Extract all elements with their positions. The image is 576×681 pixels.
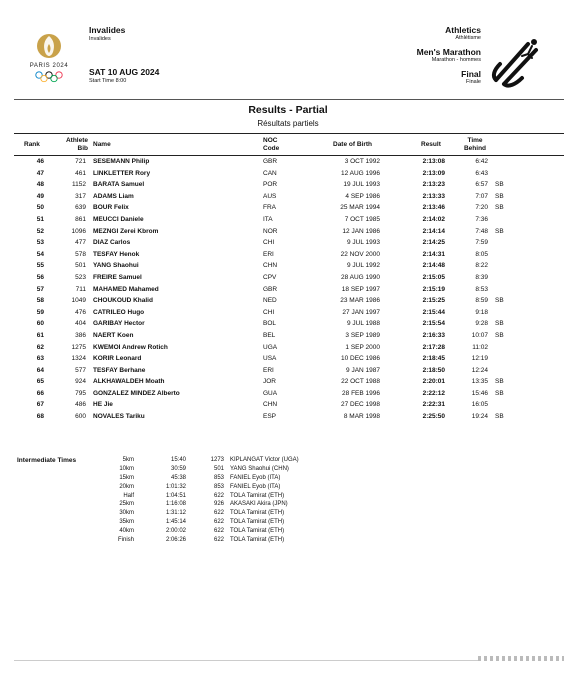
table-row: [0, 192, 576, 204]
intermediate-row: [0, 484, 576, 493]
dob-cell: 9 JUL 1993: [346, 239, 380, 247]
noc-cell: GUA: [263, 389, 278, 397]
venue-name-fr: Invalides: [89, 36, 111, 42]
split-time: 15:40: [170, 457, 186, 463]
noc-cell: BOL: [263, 320, 277, 328]
bib-cell: 476: [75, 308, 86, 316]
noc-cell: USA: [263, 355, 277, 363]
noc-cell: GBR: [263, 158, 278, 165]
result-cell: 2:18:45: [422, 355, 445, 363]
split-time: 1:01:32: [165, 483, 186, 490]
time-behind-cell: 6:43: [475, 169, 488, 177]
noc-cell: BEL: [263, 331, 276, 339]
result-cell: 2:15:44: [422, 308, 445, 316]
result-cell: 2:14:31: [422, 250, 445, 258]
noc-cell: CHN: [263, 262, 278, 270]
leader-bib: 1273: [210, 457, 224, 463]
table-row: [0, 215, 576, 227]
rank-cell: 63: [36, 355, 44, 363]
split-time: 1:04:51: [165, 492, 186, 499]
col-header-tb-line2: Behind: [463, 144, 487, 152]
split-label: 5km: [122, 457, 134, 463]
col-header-dob: Date of Birth: [333, 141, 372, 148]
leader-bib: 622: [213, 492, 224, 499]
bib-cell: 711: [75, 285, 86, 293]
time-behind-cell: 8:05: [475, 250, 488, 258]
leader-name: KIPLANGAT Victor (UGA): [230, 457, 299, 463]
dob-cell: 22 OCT 1988: [341, 378, 380, 386]
time-behind-cell: 9:28: [475, 320, 488, 328]
time-behind-cell: 7:20: [475, 204, 488, 212]
event-name: Men's Marathon: [416, 47, 481, 57]
leader-bib: 853: [213, 474, 224, 481]
table-row: [0, 285, 576, 297]
split-time: 1:45:14: [165, 519, 186, 526]
time-behind-cell: 8:59: [475, 297, 488, 305]
time-behind-cell: 19:24: [471, 413, 488, 421]
noc-cell: UGA: [263, 343, 278, 351]
result-cell: 2:13:46: [422, 204, 445, 212]
time-behind-cell: 7:59: [475, 239, 488, 247]
bib-cell: 1096: [71, 227, 86, 235]
time-behind-cell: 12:19: [471, 355, 488, 363]
col-header-bib-line2: Bib: [77, 144, 88, 152]
result-cell: 2:13:23: [422, 181, 445, 189]
intermediate-times-title: Intermediate Times: [17, 457, 77, 464]
table-row: [0, 343, 576, 355]
sport-block: [445, 25, 481, 41]
leader-bib: 853: [213, 483, 224, 490]
athletics-pictogram-icon: [488, 34, 544, 90]
rank-cell: 59: [36, 308, 44, 316]
split-label: 30km: [119, 510, 134, 517]
dob-cell: 22 NOV 2000: [340, 250, 380, 258]
rank-cell: 56: [36, 273, 44, 281]
rank-cell: 65: [36, 378, 44, 386]
split-label: 40km: [119, 528, 134, 535]
results-table-body: [0, 157, 576, 424]
split-label: 10km: [119, 465, 134, 472]
split-time: 1:16:08: [165, 501, 186, 508]
athlete-name-cell: SESEMANN Philip: [93, 158, 150, 165]
leader-bib: 622: [213, 510, 224, 517]
sport-name-fr: Athlétisme: [455, 35, 481, 41]
noc-cell: ITA: [263, 215, 273, 223]
table-row: [0, 203, 576, 215]
table-row: [0, 389, 576, 401]
leader-name: FANIEL Eyob (ITA): [230, 474, 281, 481]
record-cell: SB: [495, 227, 504, 235]
record-cell: SB: [495, 413, 504, 421]
dob-cell: 27 DEC 1998: [340, 401, 380, 409]
col-header-result: Result: [421, 141, 441, 148]
result-cell: 2:17:28: [422, 343, 445, 351]
athlete-name-cell: CHOUKOUD Khalid: [93, 297, 153, 305]
rank-cell: 52: [36, 227, 44, 235]
rank-cell: 47: [36, 169, 44, 177]
dob-cell: 27 JAN 1997: [342, 308, 380, 316]
time-behind-cell: 8:39: [475, 273, 488, 281]
rank-cell: 57: [36, 285, 44, 293]
sport-name: Athletics: [445, 25, 481, 35]
rank-cell: 55: [36, 262, 44, 270]
result-cell: 2:15:25: [422, 297, 445, 305]
intermediate-times-list: [0, 457, 576, 546]
leader-bib: 622: [213, 537, 224, 544]
bib-cell: 577: [75, 366, 86, 374]
start-time: Start Time 8:00: [89, 78, 127, 84]
athlete-name-cell: MEUCCI Daniele: [93, 215, 144, 223]
event-date: SAT 10 AUG 2024: [89, 67, 160, 77]
leader-name: TOLA Tamirat (ETH): [230, 519, 285, 526]
table-row: [0, 319, 576, 331]
athlete-name-cell: GONZALEZ MINDEZ Alberto: [93, 389, 180, 397]
time-behind-cell: 9:18: [475, 308, 488, 316]
dob-cell: 3 SEP 1989: [345, 331, 380, 339]
results-title-block: [0, 104, 576, 128]
bib-cell: 501: [75, 262, 86, 270]
bib-cell: 861: [75, 215, 86, 223]
leader-bib: 622: [213, 519, 224, 526]
split-label: Half: [123, 492, 134, 499]
rank-cell: 51: [36, 215, 44, 223]
rank-cell: 66: [36, 389, 44, 397]
time-behind-cell: 16:05: [471, 401, 488, 409]
bib-cell: 600: [75, 413, 86, 421]
col-header-bib-line1: Athlete: [65, 137, 88, 144]
result-cell: 2:13:09: [422, 169, 445, 177]
table-row: [0, 400, 576, 412]
intermediate-row: [0, 510, 576, 519]
rank-cell: 46: [36, 158, 44, 165]
table-header-bottom-rule: [14, 155, 564, 156]
result-cell: 2:25:50: [422, 413, 445, 421]
bib-cell: 523: [75, 273, 86, 281]
time-behind-cell: 8:22: [475, 262, 488, 270]
noc-cell: NED: [263, 297, 277, 305]
table-row: [0, 157, 576, 169]
time-behind-cell: 15:46: [471, 389, 488, 397]
table-row: [0, 354, 576, 366]
athlete-name-cell: FREIRE Samuel: [93, 273, 142, 281]
noc-cell: ESP: [263, 413, 277, 421]
intermediate-row: [0, 501, 576, 510]
record-cell: SB: [495, 204, 504, 212]
noc-cell: CPV: [263, 273, 277, 281]
leader-bib: 501: [213, 465, 224, 472]
time-behind-cell: 7:07: [475, 192, 488, 200]
bib-cell: 795: [75, 389, 86, 397]
athlete-name-cell: YANG Shaohui: [93, 262, 139, 270]
dob-cell: 8 MAR 1998: [343, 413, 380, 421]
results-subtitle: Résultats partiels: [257, 119, 319, 128]
dob-cell: 10 DEC 1986: [340, 355, 380, 363]
col-header-noc: [263, 137, 279, 152]
result-cell: 2:15:05: [422, 273, 445, 281]
athlete-name-cell: CATRILEO Hugo: [93, 308, 145, 316]
result-cell: 2:13:33: [422, 192, 445, 200]
rank-cell: 68: [36, 413, 44, 421]
noc-cell: ERI: [263, 366, 274, 374]
athlete-name-cell: ALKHAWALDEH Moath: [93, 378, 165, 386]
phase-name: Final: [461, 69, 481, 79]
venue-name: Invalides: [89, 25, 126, 35]
intermediate-row: [0, 466, 576, 475]
bib-cell: 721: [75, 158, 86, 165]
record-cell: SB: [495, 331, 504, 339]
record-cell: SB: [495, 181, 504, 189]
venue-block: [89, 25, 125, 42]
result-cell: 2:14:48: [422, 262, 445, 270]
athlete-name-cell: ADAMS Liam: [93, 192, 134, 200]
dob-cell: 25 MAR 1994: [340, 204, 380, 212]
table-row: [0, 169, 576, 181]
result-cell: 2:18:50: [422, 366, 445, 374]
dob-cell: 28 FEB 1996: [342, 389, 380, 397]
noc-cell: JOR: [263, 378, 276, 386]
col-header-time-behind: [460, 137, 490, 152]
result-cell: 2:15:54: [422, 320, 445, 328]
record-cell: SB: [495, 378, 504, 386]
rank-cell: 53: [36, 239, 44, 247]
table-row: [0, 377, 576, 389]
bib-cell: 1152: [72, 181, 86, 189]
athlete-name-cell: MEZNGI Zerei Kbrom: [93, 227, 159, 235]
bib-cell: 639: [75, 204, 86, 212]
phase-block: [461, 69, 481, 85]
split-time: 45:38: [170, 474, 186, 481]
leader-bib: 622: [213, 528, 224, 535]
intermediate-row: [0, 519, 576, 528]
table-row: [0, 250, 576, 262]
athlete-name-cell: GARIBAY Hector: [93, 320, 145, 328]
bib-cell: 486: [75, 401, 86, 409]
footer-barcode-stripe: [478, 656, 564, 661]
athlete-name-cell: KORIR Leonard: [93, 355, 142, 363]
athlete-name-cell: KWEMOI Andrew Rotich: [93, 343, 168, 351]
leader-name: TOLA Tamirat (ETH): [230, 528, 285, 535]
leader-name: TOLA Tamirat (ETH): [230, 510, 285, 517]
result-cell: 2:14:14: [422, 227, 445, 235]
time-behind-cell: 6:57: [475, 181, 488, 189]
athlete-name-cell: LINKLETTER Rory: [93, 169, 151, 177]
split-label: 35km: [119, 519, 134, 526]
noc-cell: POR: [263, 181, 278, 189]
record-cell: SB: [495, 297, 504, 305]
dob-cell: 4 SEP 1986: [345, 192, 380, 200]
intermediate-row: [0, 493, 576, 502]
bib-cell: 477: [75, 239, 86, 247]
rank-cell: 50: [36, 204, 44, 212]
athlete-name-cell: TESFAY Berhane: [93, 366, 146, 374]
athlete-name-cell: TESFAY Henok: [93, 250, 140, 258]
noc-cell: CHI: [263, 239, 275, 247]
bib-cell: 317: [75, 192, 86, 200]
rank-cell: 48: [36, 181, 44, 189]
split-label: Finish: [117, 537, 134, 544]
bib-cell: 404: [75, 320, 86, 328]
time-behind-cell: 12:24: [471, 366, 488, 374]
split-label: 20km: [119, 483, 134, 490]
intermediate-row: [0, 537, 576, 546]
leader-name: AKASAKI Akira (JPN): [230, 501, 288, 508]
dob-cell: 12 JAN 1986: [342, 227, 380, 235]
rank-cell: 62: [36, 343, 44, 351]
bib-cell: 578: [75, 250, 86, 258]
intermediate-row: [0, 528, 576, 537]
leader-name: YANG Shaohui (CHN): [230, 465, 289, 472]
dob-cell: 9 JUL 1992: [346, 262, 380, 270]
split-time: 2:06:26: [165, 537, 186, 544]
noc-cell: AUS: [263, 192, 277, 200]
table-row: [0, 331, 576, 343]
time-behind-cell: 11:02: [472, 343, 488, 351]
athlete-name-cell: BARATA Samuel: [93, 181, 145, 189]
dob-cell: 23 MAR 1986: [340, 297, 380, 305]
dob-cell: 12 AUG 1996: [340, 169, 380, 177]
table-row: [0, 180, 576, 192]
dob-cell: 1 SEP 2000: [345, 343, 380, 351]
rank-cell: 49: [36, 192, 44, 200]
phase-name-fr: Finale: [466, 79, 481, 85]
col-header-bib: [58, 137, 88, 152]
date-block: [89, 67, 159, 84]
result-cell: 2:14:02: [422, 215, 445, 223]
col-header-tb-line1: Time: [467, 137, 483, 144]
header-divider: [14, 99, 564, 100]
result-cell: 2:20:01: [422, 378, 445, 386]
dob-cell: 28 AUG 1990: [340, 273, 380, 281]
athlete-name-cell: DIAZ Carlos: [93, 239, 131, 247]
table-row: [0, 261, 576, 273]
time-behind-cell: 7:48: [475, 227, 488, 235]
noc-cell: CAN: [263, 169, 277, 177]
table-row: [0, 227, 576, 239]
time-behind-cell: 13:35: [471, 378, 488, 386]
results-title: Results - Partial: [248, 104, 328, 116]
table-row: [0, 273, 576, 285]
result-cell: 2:14:25: [422, 239, 445, 247]
table-header-top-rule: [14, 133, 564, 134]
dob-cell: 19 JUL 1993: [343, 181, 380, 189]
athlete-name-cell: NOVALES Tariku: [93, 413, 145, 421]
bib-cell: 1275: [71, 343, 86, 351]
intermediate-row: [0, 475, 576, 484]
event-name-fr: Marathon - hommes: [431, 57, 481, 63]
time-behind-cell: 10:07: [471, 331, 488, 339]
leader-bib: 926: [213, 501, 224, 508]
split-label: 15km: [119, 474, 134, 481]
result-cell: 2:22:12: [422, 389, 445, 397]
dob-cell: 18 SEP 1997: [341, 285, 380, 293]
svg-text:PARIS 2024: PARIS 2024: [29, 63, 69, 69]
col-header-noc-line1: NOC: [263, 137, 278, 144]
rank-cell: 60: [36, 320, 44, 328]
bib-cell: 386: [75, 331, 86, 339]
time-behind-cell: 6:42: [475, 158, 488, 165]
result-cell: 2:16:33: [422, 331, 445, 339]
athlete-name-cell: NAERT Koen: [93, 331, 134, 339]
noc-cell: GBR: [263, 285, 278, 293]
time-behind-cell: 7:36: [475, 215, 488, 223]
bib-cell: 1324: [71, 355, 86, 363]
athlete-name-cell: HE Jie: [93, 401, 113, 409]
dob-cell: 7 OCT 1985: [344, 215, 380, 223]
intermediate-row: [0, 457, 576, 466]
record-cell: SB: [495, 320, 504, 328]
rank-cell: 58: [36, 297, 44, 305]
noc-cell: CHI: [263, 308, 275, 316]
table-row: [0, 412, 576, 424]
table-row: [0, 296, 576, 308]
result-cell: 2:15:19: [422, 285, 445, 293]
event-block: [417, 47, 481, 63]
paris-2024-logo: [26, 30, 72, 88]
col-header-rank: Rank: [24, 141, 40, 148]
dob-cell: 3 OCT 1992: [344, 158, 380, 165]
time-behind-cell: 8:53: [475, 285, 488, 293]
split-time: 1:31:12: [165, 510, 186, 517]
rank-cell: 61: [36, 331, 44, 339]
athlete-name-cell: MAHAMED Mahamed: [93, 285, 159, 293]
dob-cell: 9 JAN 1987: [346, 366, 380, 374]
bib-cell: 1049: [71, 297, 86, 305]
split-label: 25km: [119, 501, 134, 508]
record-cell: SB: [495, 192, 504, 200]
table-row: [0, 308, 576, 320]
athlete-name-cell: BOUR Felix: [93, 204, 129, 212]
table-row: [0, 366, 576, 378]
bib-cell: 461: [75, 169, 86, 177]
col-header-noc-line2: Code: [263, 144, 280, 152]
record-cell: SB: [495, 389, 504, 397]
leader-name: FANIEL Eyob (ITA): [230, 483, 281, 490]
rank-cell: 54: [36, 250, 44, 258]
leader-name: TOLA Tamirat (ETH): [230, 537, 285, 544]
split-time: 30:59: [170, 465, 186, 472]
result-cell: 2:22:31: [422, 401, 445, 409]
col-header-name: Name: [93, 141, 111, 148]
dob-cell: 9 JUL 1988: [346, 320, 380, 328]
split-time: 2:00:02: [165, 528, 186, 535]
rank-cell: 67: [36, 401, 44, 409]
noc-cell: NOR: [263, 227, 278, 235]
noc-cell: ERI: [263, 250, 274, 258]
result-cell: 2:13:08: [422, 158, 445, 165]
noc-cell: FRA: [263, 204, 276, 212]
bib-cell: 924: [75, 378, 86, 386]
noc-cell: CHN: [263, 401, 278, 409]
leader-name: TOLA Tamirat (ETH): [230, 492, 285, 499]
rank-cell: 64: [36, 366, 44, 374]
table-row: [0, 238, 576, 250]
